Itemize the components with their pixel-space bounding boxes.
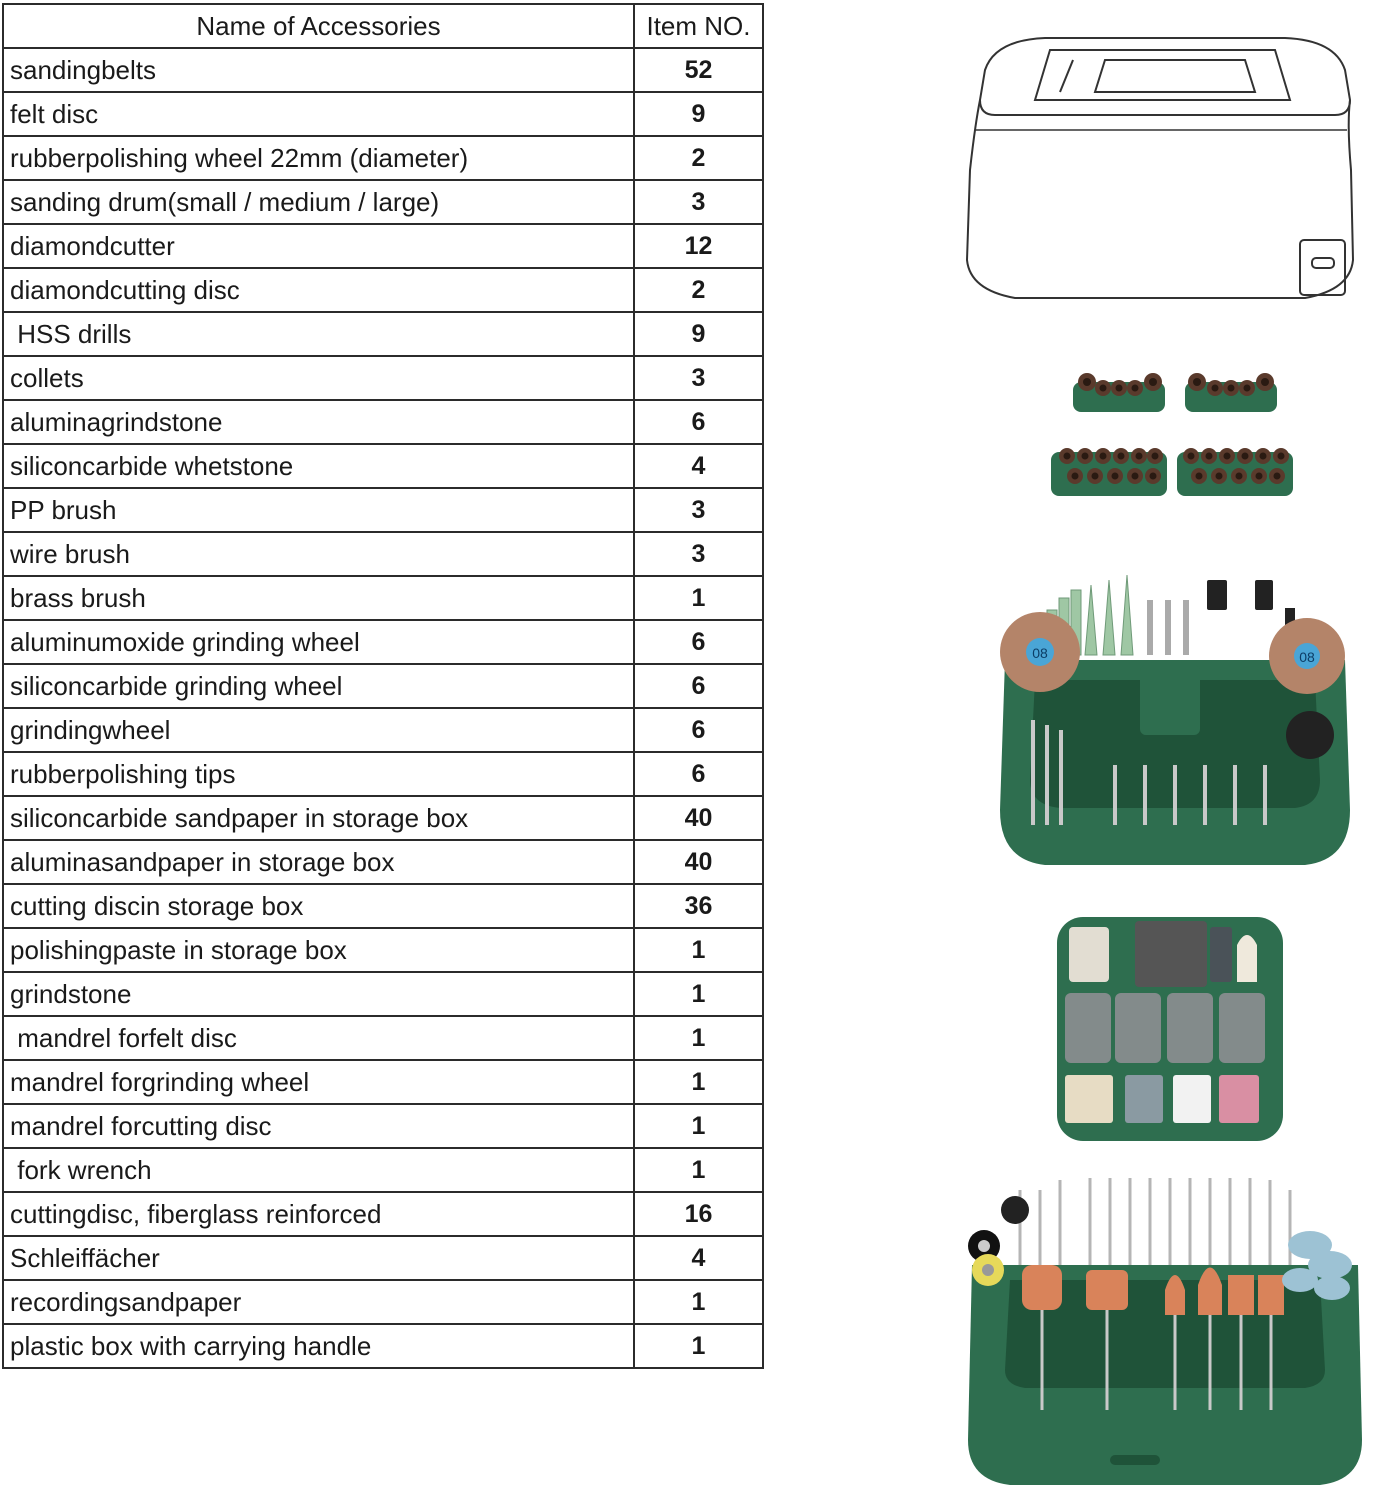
sandpaper-stack — [1135, 921, 1207, 987]
flap-wheel-label: 08 — [1032, 645, 1048, 661]
table-row — [3, 928, 763, 972]
accessory-name: rubberpolishing tips — [3, 752, 634, 796]
grey-discs — [1125, 1075, 1163, 1123]
table-row — [3, 224, 763, 268]
accessory-qty: 1 — [634, 1324, 763, 1368]
accessory-qty: 6 — [634, 664, 763, 708]
accessory-name: sandingbelts — [3, 48, 634, 92]
header-item-no: Item NO. — [634, 4, 763, 48]
table-row — [3, 708, 763, 752]
accessory-name: grindingwheel — [3, 708, 634, 752]
table-header-row — [3, 4, 763, 48]
accessory-name: HSS drills — [3, 312, 634, 356]
header-name: Name of Accessories — [3, 4, 634, 48]
accessory-qty: 6 — [634, 400, 763, 444]
accessory-name: recordingsandpaper — [3, 1280, 634, 1324]
accessory-qty: 3 — [634, 488, 763, 532]
accessory-name: aluminasandpaper in storage box — [3, 840, 634, 884]
kit-latch — [1110, 1455, 1160, 1465]
table-row — [3, 48, 763, 92]
accessory-name: collets — [3, 356, 634, 400]
accessory-name: mandrel forcutting disc — [3, 1104, 634, 1148]
accessory-name: aluminumoxide grinding wheel — [3, 620, 634, 664]
full-kit-svg — [960, 1170, 1370, 1490]
accessory-qty: 16 — [634, 1192, 763, 1236]
accessory-qty: 3 — [634, 532, 763, 576]
accessory-name: grindstone — [3, 972, 634, 1016]
accessory-name: plastic box with carrying handle — [3, 1324, 634, 1368]
accessory-qty: 1 — [634, 972, 763, 1016]
table-row — [3, 664, 763, 708]
storage-box — [1055, 915, 1285, 1145]
accessory-qty: 6 — [634, 708, 763, 752]
accessory-name: siliconcarbide whetstone — [3, 444, 634, 488]
table-row — [3, 576, 763, 620]
table-row — [3, 488, 763, 532]
accessory-qty: 6 — [634, 620, 763, 664]
accessory-name: PP brush — [3, 488, 634, 532]
table-row — [3, 620, 763, 664]
table-row — [3, 972, 763, 1016]
latch-slot — [1312, 258, 1334, 268]
table-row — [3, 1324, 763, 1368]
collet-holders — [1045, 360, 1305, 510]
table-row — [3, 1236, 763, 1280]
collet-holders-svg — [1045, 360, 1305, 510]
full-kit — [960, 1170, 1370, 1490]
accessory-name: fork wrench — [3, 1148, 634, 1192]
accessory-qty: 3 — [634, 180, 763, 224]
table-row — [3, 136, 763, 180]
lid-drawing — [955, 30, 1365, 320]
accessory-name: mandrel forgrinding wheel — [3, 1060, 634, 1104]
accessory-name: polishingpaste in storage box — [3, 928, 634, 972]
tray-center-post — [1140, 665, 1200, 735]
table-row — [3, 840, 763, 884]
lid-handle — [1095, 60, 1255, 92]
flap-wheel-right — [1269, 618, 1345, 694]
accessory-qty: 40 — [634, 840, 763, 884]
table-row — [3, 356, 763, 400]
accessory-qty: 1 — [634, 1148, 763, 1192]
table-row — [3, 1280, 763, 1324]
accessory-name: sanding drum(small / medium / large) — [3, 180, 634, 224]
storage-box-svg — [1055, 915, 1285, 1145]
accessory-qty: 1 — [634, 1104, 763, 1148]
table-row — [3, 1016, 763, 1060]
pink-discs — [1219, 1075, 1259, 1123]
white-discs — [1173, 1075, 1211, 1123]
felt-blocks — [1065, 1075, 1113, 1123]
accessory-qty: 1 — [634, 1060, 763, 1104]
flap-wheel-left — [1000, 612, 1080, 692]
accessory-name: rubberpolishing wheel 22mm (diameter) — [3, 136, 634, 180]
accessory-qty: 52 — [634, 48, 763, 92]
accessory-name: brass brush — [3, 576, 634, 620]
accessory-name: Schleiffächer — [3, 1236, 634, 1280]
accessory-qty: 2 — [634, 136, 763, 180]
drill-tray-svg — [995, 570, 1355, 880]
felt-tip — [1237, 935, 1257, 982]
table-row — [3, 752, 763, 796]
table-row — [3, 1104, 763, 1148]
holder-large-right — [1177, 448, 1293, 496]
accessory-qty: 40 — [634, 796, 763, 840]
accessory-qty: 9 — [634, 312, 763, 356]
accessory-qty: 9 — [634, 92, 763, 136]
whetstone — [1210, 927, 1232, 982]
holder-small-left — [1073, 373, 1165, 412]
accessory-qty: 2 — [634, 268, 763, 312]
accessory-name: cutting discin storage box — [3, 884, 634, 928]
holder-small-right — [1185, 373, 1277, 412]
table-row — [3, 180, 763, 224]
accessory-name: diamondcutter — [3, 224, 634, 268]
lid-recess-edge — [1060, 60, 1073, 92]
table-row — [3, 400, 763, 444]
rubber-wheel — [1286, 711, 1334, 759]
accessory-qty: 1 — [634, 576, 763, 620]
accessory-name: mandrel forfelt disc — [3, 1016, 634, 1060]
lid-drawing-svg — [955, 30, 1365, 320]
table-row — [3, 92, 763, 136]
table-row — [3, 444, 763, 488]
table-row — [3, 1192, 763, 1236]
accessory-qty: 1 — [634, 928, 763, 972]
accessory-name: cuttingdisc, fiberglass reinforced — [3, 1192, 634, 1236]
table-row — [3, 532, 763, 576]
accessories-table — [2, 3, 764, 1369]
table-row — [3, 796, 763, 840]
accessory-name: wire brush — [3, 532, 634, 576]
accessory-qty: 1 — [634, 1280, 763, 1324]
table-row — [3, 1148, 763, 1192]
accessory-qty: 1 — [634, 1016, 763, 1060]
accessory-qty: 4 — [634, 444, 763, 488]
accessory-qty: 36 — [634, 884, 763, 928]
accessory-qty: 3 — [634, 356, 763, 400]
table-row — [3, 1060, 763, 1104]
holder-large-left — [1051, 448, 1167, 496]
accessory-name: siliconcarbide sandpaper in storage box — [3, 796, 634, 840]
table-row — [3, 884, 763, 928]
flap-wheel-label: 08 — [1299, 649, 1315, 665]
accessory-qty: 12 — [634, 224, 763, 268]
accessory-name: aluminagrindstone — [3, 400, 634, 444]
accessory-name: siliconcarbide grinding wheel — [3, 664, 634, 708]
accessory-name: diamondcutting disc — [3, 268, 634, 312]
table-row — [3, 312, 763, 356]
accessory-qty: 4 — [634, 1236, 763, 1280]
accessory-name: felt disc — [3, 92, 634, 136]
table-row — [3, 268, 763, 312]
accessory-qty: 6 — [634, 752, 763, 796]
felt-discs — [1069, 927, 1109, 982]
drill-tray — [995, 570, 1355, 880]
